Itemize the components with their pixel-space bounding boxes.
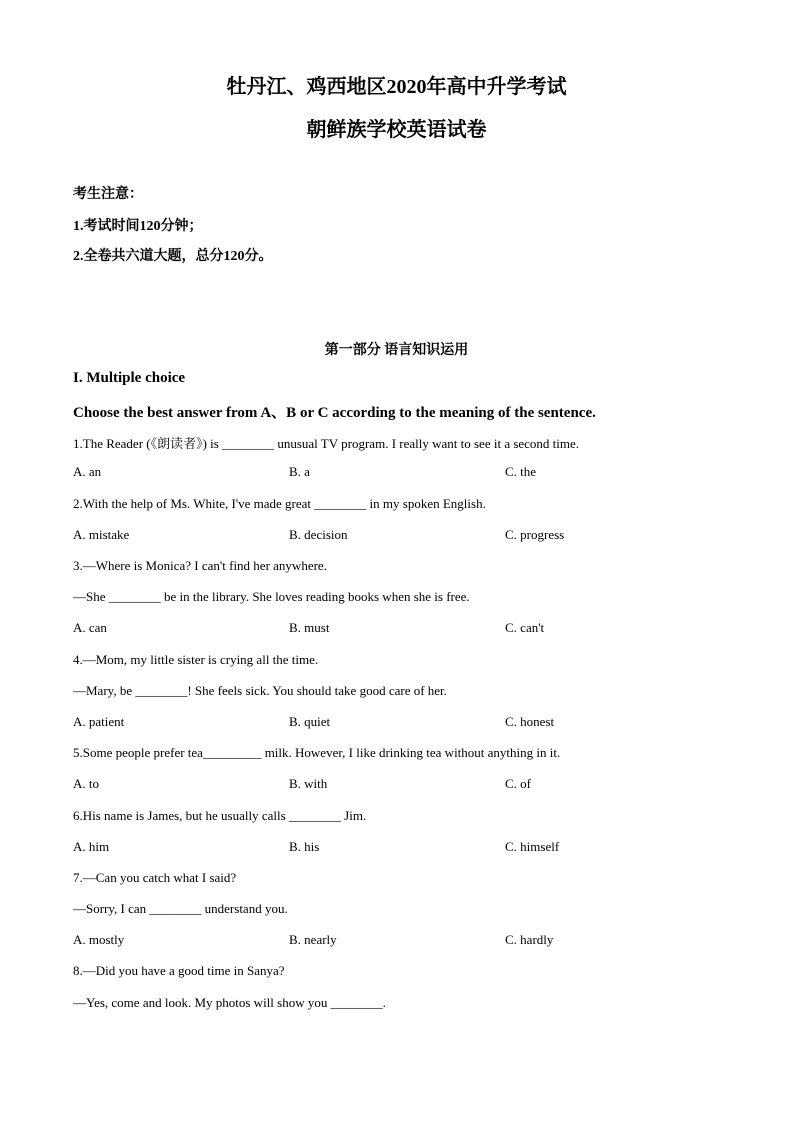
option-a: A. mostly: [73, 932, 125, 947]
option-a: A. to: [73, 776, 99, 791]
notice-heading: 考生注意：: [73, 187, 143, 202]
option-a: A. can: [73, 620, 107, 635]
option-c: C. honest: [505, 714, 555, 729]
question-line: 5.Some people prefer tea_________ milk. However, I like drinking tea without anything in it.: [73, 745, 561, 760]
question-line: 4.—Mom, my little sister is crying all the time.: [73, 652, 319, 667]
option-c: C. himself: [505, 839, 560, 854]
exam-subtitle: 朝鲜族学校英语试卷: [306, 119, 487, 141]
option-c: C. of: [505, 776, 531, 791]
option-b: B. with: [289, 776, 328, 791]
exam-title: 牡丹江、鸡西地区2020年高中升学考试: [226, 76, 567, 98]
option-a: A. mistake: [73, 527, 130, 542]
question-line: —She ________ be in the library. She loves reading books when she is free.: [73, 589, 470, 604]
question-line: 3.—Where is Monica? I can't find her anywhere.: [73, 558, 327, 573]
section-title: I. Multiple choice: [73, 370, 186, 386]
section-instruction: Choose the best answer from A、B or C according to the meaning of the sentence.: [73, 405, 596, 421]
question-line: —Yes, come and look. My photos will show you ________.: [73, 995, 386, 1010]
question-line: —Mary, be ________! She feels sick. You should take good care of her.: [73, 683, 447, 698]
option-b: B. nearly: [289, 932, 337, 947]
question-line: 1.The Reader (《朗读者》) is ________ unusual TV program. I really want to see it a second time.: [73, 436, 580, 451]
option-b: B. his: [289, 839, 320, 854]
question-line: 8.—Did you have a good time in Sanya?: [73, 963, 285, 978]
question-line: 2.With the help of Ms. White, I've made great ________ in my spoken English.: [73, 496, 486, 511]
question-line: —Sorry, I can ________ understand you.: [73, 901, 288, 916]
notice-item: 1.考试时间120分钟；: [73, 219, 203, 234]
option-c: C. progress: [505, 527, 565, 542]
option-c: C. the: [505, 464, 537, 479]
option-b: B. must: [289, 620, 330, 635]
notice-item: 2.全卷共六道大题，总分120分。: [73, 249, 273, 264]
option-a: A. patient: [73, 714, 125, 729]
question-line: 7.—Can you catch what I said?: [73, 870, 237, 885]
question-line: 6.His name is James, but he usually calls ________ Jim.: [73, 808, 367, 823]
option-a: A. an: [73, 464, 102, 479]
option-b: B. quiet: [289, 714, 331, 729]
option-b: B. decision: [289, 527, 348, 542]
part-title: 第一部分 语言知识运用: [324, 343, 469, 358]
option-b: B. a: [289, 464, 310, 479]
option-a: A. him: [73, 839, 110, 854]
option-c: C. hardly: [505, 932, 554, 947]
option-c: C. can't: [505, 620, 545, 635]
